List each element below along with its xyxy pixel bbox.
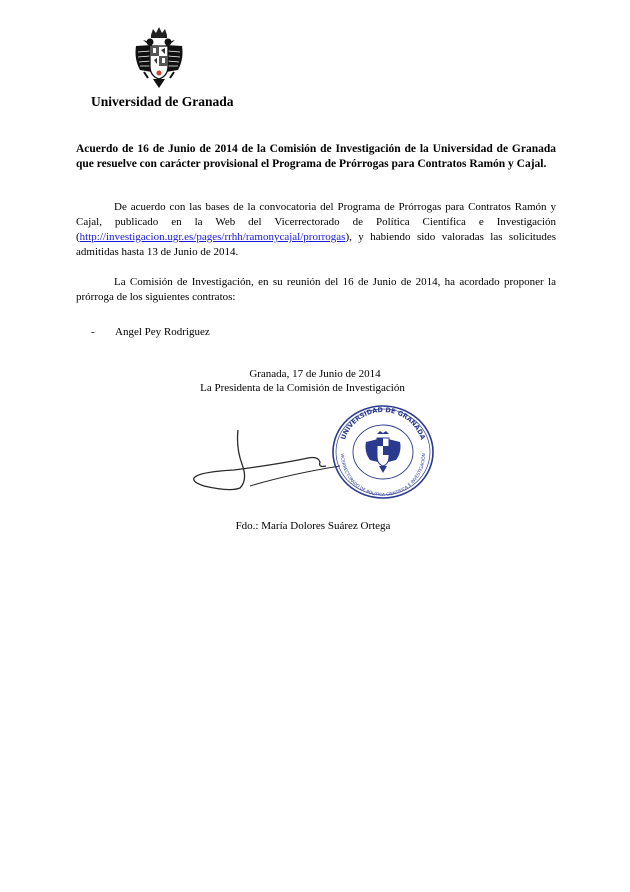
document-title: Acuerdo de 16 de Junio de 2014 de la Comisión de Investigación de la Universidad de Granada que resuelve con carácter provisional el Programa de Prórrogas para Contratos Ramón y Cajal. [76, 143, 556, 170]
university-crest-icon [134, 26, 184, 90]
official-stamp [330, 402, 436, 502]
prorrogas-link[interactable]: http://investigacion.ugr.es/pages/rrhh/ramonycajal/prorrogas [79, 231, 346, 243]
paragraph-bases-tail: ), y habiendo sido valoradas las solicitudes admitidas hasta 13 de Junio de 2014. [76, 231, 556, 258]
paragraph-agreement [76, 275, 556, 305]
stamp-outer-text: UNIVERSIDAD DE GRANADA [339, 405, 427, 441]
handwritten-signature [190, 418, 350, 498]
list-item [91, 326, 210, 338]
paragraph-agreement-text: La Comisión de Investigación, en su reunión del 16 de Junio de 2014, ha acordado proponer la prórroga de los siguientes contratos: [76, 276, 556, 303]
svg-text:UNIVERSIDAD DE GRANADA [339, 406, 427, 441]
paragraph-bases [76, 200, 556, 260]
list-item-name: Angel Pey Rodriguez [115, 326, 210, 338]
university-name: Universidad de Granada [91, 94, 234, 109]
stamp-inner-text: VICERRECTORADO DE POLÍTICA CIENTÍFICA E INVESTIGACIÓN [338, 453, 428, 499]
president-title: La Presidenta de la Comisión de Investigación [200, 382, 405, 394]
stamp-crest-icon [366, 431, 401, 473]
signer-name: Fdo.: María Dolores Suárez Ortega [235, 520, 391, 532]
place-date: Granada, 17 de Junio de 2014 [249, 368, 381, 380]
list-bullet: - [91, 326, 95, 338]
paragraph-bases-text: De acuerdo con las bases de la convocatoria del Programa de Prórrogas para Contratos Ramón y Cajal, publicado en la Web del Vicerrectorado de Política Científica e Investigación ( [76, 201, 556, 243]
